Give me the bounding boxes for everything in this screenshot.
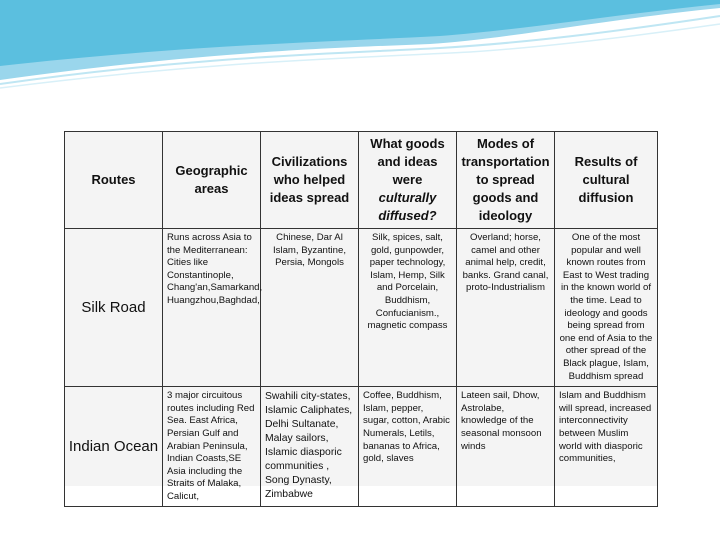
header-wave-decoration: [0, 0, 720, 90]
route-name: Silk Road: [65, 229, 163, 387]
cultural-diffusion-table: [64, 131, 657, 502]
geographic-cell: 3 major circuitous routes including Red Sea. East Africa, Persian Gulf and Arabian Peninsula, Indian Coasts,SE Asia including the Straits of Malaka, Calicut,: [163, 387, 261, 507]
results-cell: One of the most popular and well known routes from East to West trading in the known world of the time. Lead to ideology and goods being spread from one end of Asia to the other spread of the Black plague, Islam, Buddhism spread: [555, 229, 658, 387]
header-transportation: Modes of transportation to spread goods and ideology: [457, 132, 555, 229]
geographic-cell: Runs across Asia to the Mediterranean: Cities like Constantinople, Chang'an,Samarkand, Huangzhou,Baghdad,: [163, 229, 261, 387]
header-geographic-areas: Geographic areas: [163, 132, 261, 229]
table-row: [65, 229, 658, 387]
goods-cell: Coffee, Buddhism, Islam, pepper, sugar, cotton, Arabic Numerals, Letils, bananas to Africa, gold, slaves: [359, 387, 457, 507]
header-results: Results of cultural diffusion: [555, 132, 658, 229]
header-goods-ideas-italic: culturally diffused?: [378, 190, 437, 223]
table-header-row: [65, 132, 658, 229]
header-goods-ideas-text: What goods and ideas were: [370, 136, 445, 187]
table-row: [65, 387, 658, 507]
header-routes: Routes: [65, 132, 163, 229]
goods-cell: Silk, spices, salt, gold, gunpowder, paper technology, Islam, Hemp, Silk and Porcelain, Buddhism, Confucianism., magnetic compass: [359, 229, 457, 387]
transport-cell: Overland; horse, camel and other animal help, credit, banks. Grand canal, proto-Industrialism: [457, 229, 555, 387]
header-goods-ideas: [359, 132, 457, 229]
header-civilizations: Civilizations who helped ideas spread: [261, 132, 359, 229]
civilizations-cell: Chinese, Dar Al Islam, Byzantine, Persia, Mongols: [261, 229, 359, 387]
route-name: Indian Ocean: [65, 387, 163, 507]
results-cell: Islam and Buddhism will spread, increased interconnectivity between Muslim world with diasporic communities,: [555, 387, 658, 507]
transport-cell: Lateen sail, Dhow, Astrolabe, knowledge of the seasonal monsoon winds: [457, 387, 555, 507]
civilizations-cell: Swahili city-states, Islamic Caliphates, Delhi Sultanate, Malay sailors, Islamic diasporic communities , Song Dynasty, Zimbabwe: [261, 387, 359, 507]
